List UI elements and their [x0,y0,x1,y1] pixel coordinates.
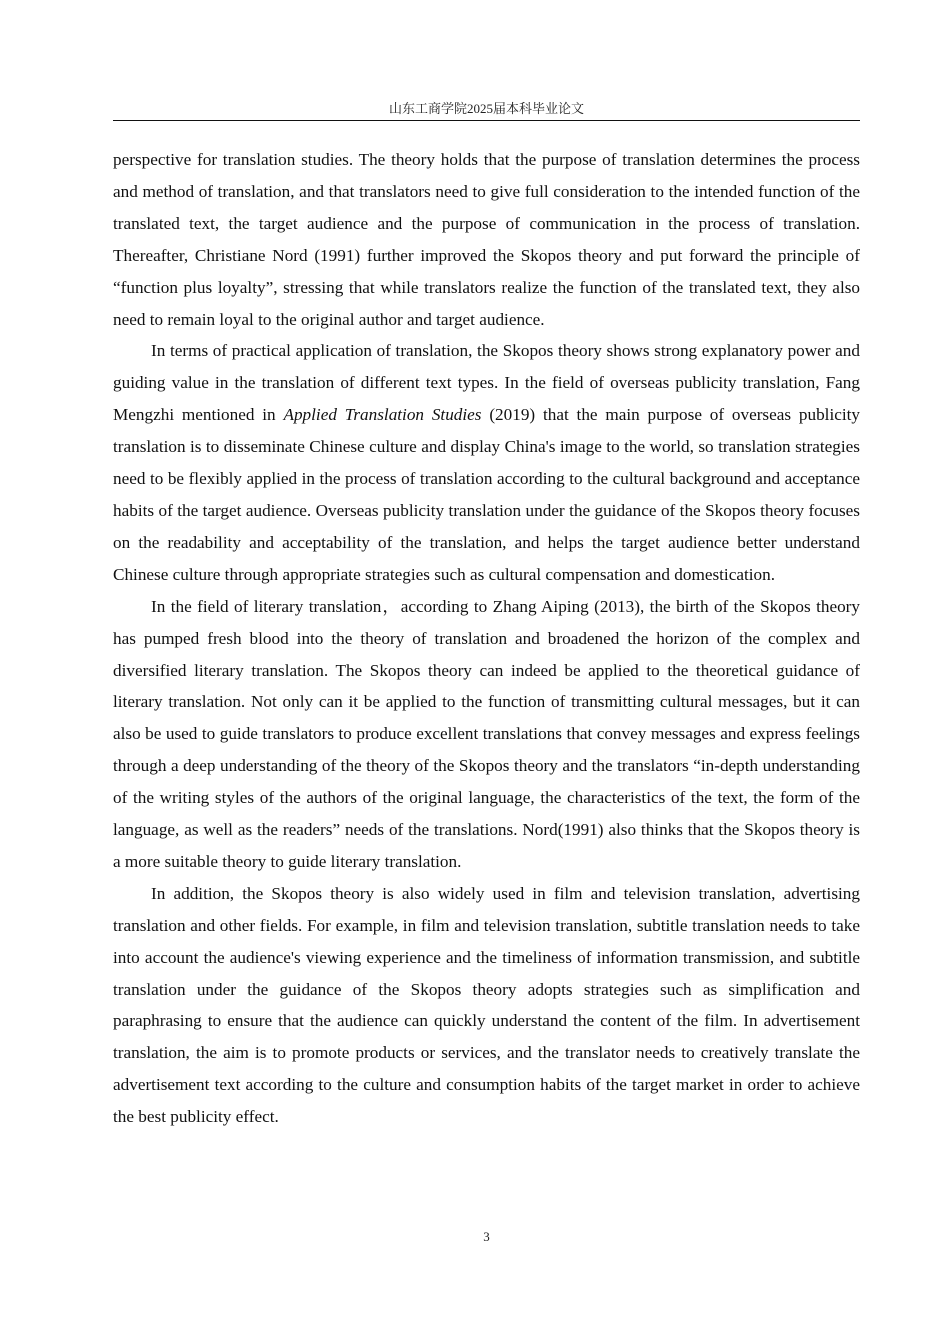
header-rule [113,120,860,121]
body-text [113,144,860,1133]
paragraph-2 [113,335,860,590]
paragraph-2-text-after: (2019) that the main purpose of overseas publicity translation is to disseminate Chinese culture and display China's image to the world, so translation strategies need to be flexibly applied in the process of translation according to the cultural background and acceptance habits of the target audience. Overseas publicity translation under the guidance of the Skopos theory focuses on the readability and acceptability of the translation, and helps the target audience better understand Chinese culture through appropriate strategies such as cultural compensation and domestication. [113,405,860,584]
paragraph-2-text-before: In terms of practical application of translation, the Skopos theory shows strong explanatory power and guiding value in the translation of different text types. In the field of overseas publicity translation, Fang Mengzhi mentioned in [113,341,860,425]
page-number: 3 [483,1229,490,1244]
running-header: 山东工商学院2025届本科毕业论文 [388,101,584,116]
paragraph-3: In the field of literary translation，according to Zhang Aiping (2013), the birth of the Skopos theory has pumped fresh blood into the theory of translation and broadened the horizon of the complex and diversified literary translation. The Skopos theory can indeed be applied to the theoretical guidance of literary translation. Not only can it be applied to the function of transmitting cultural messages, but it can also be used to guide translators to produce excellent translations that convey messages and express feelings through a deep understanding of the theory of the Skopos theory and the translators “in-depth understanding of the writing styles of the authors of the original language, the characteristics of the text, the form of the language, as well as the readers” needs of the translations. Nord(1991) also thinks that the Skopos theory is a more suitable theory to guide literary translation. [113,596,860,871]
paragraph-4: In addition, the Skopos theory is also widely used in film and television translation, advertising translation and other fields. For example, in film and television translation, subtitle translation needs to take into account the audience's viewing experience and the timeliness of information transmission, and subtitle translation under the guidance of the Skopos theory adopts strategies such as simplification and paraphrasing to ensure that the audience can quickly understand the content of the film. In advertisement translation, the aim is to promote products or services, and the translator needs to creatively translate the advertisement text according to the culture and consumption habits of the target market in order to achieve the best publicity effect. [113,883,860,1127]
book-title: Applied Translation Studies [283,405,482,425]
paragraph-1: perspective for translation studies. The theory holds that the purpose of translation determines the process and method of translation, and that translators need to give full consideration to the intended function of the translated text, the target audience and the purpose of communication in the process of translation. Thereafter, Christiane Nord (1991) further improved the Skopos theory and put forward the principle of “function plus loyalty”, stressing that while translators realize the function of the translated text, they also need to remain loyal to the original author and target audience. [113,150,860,329]
